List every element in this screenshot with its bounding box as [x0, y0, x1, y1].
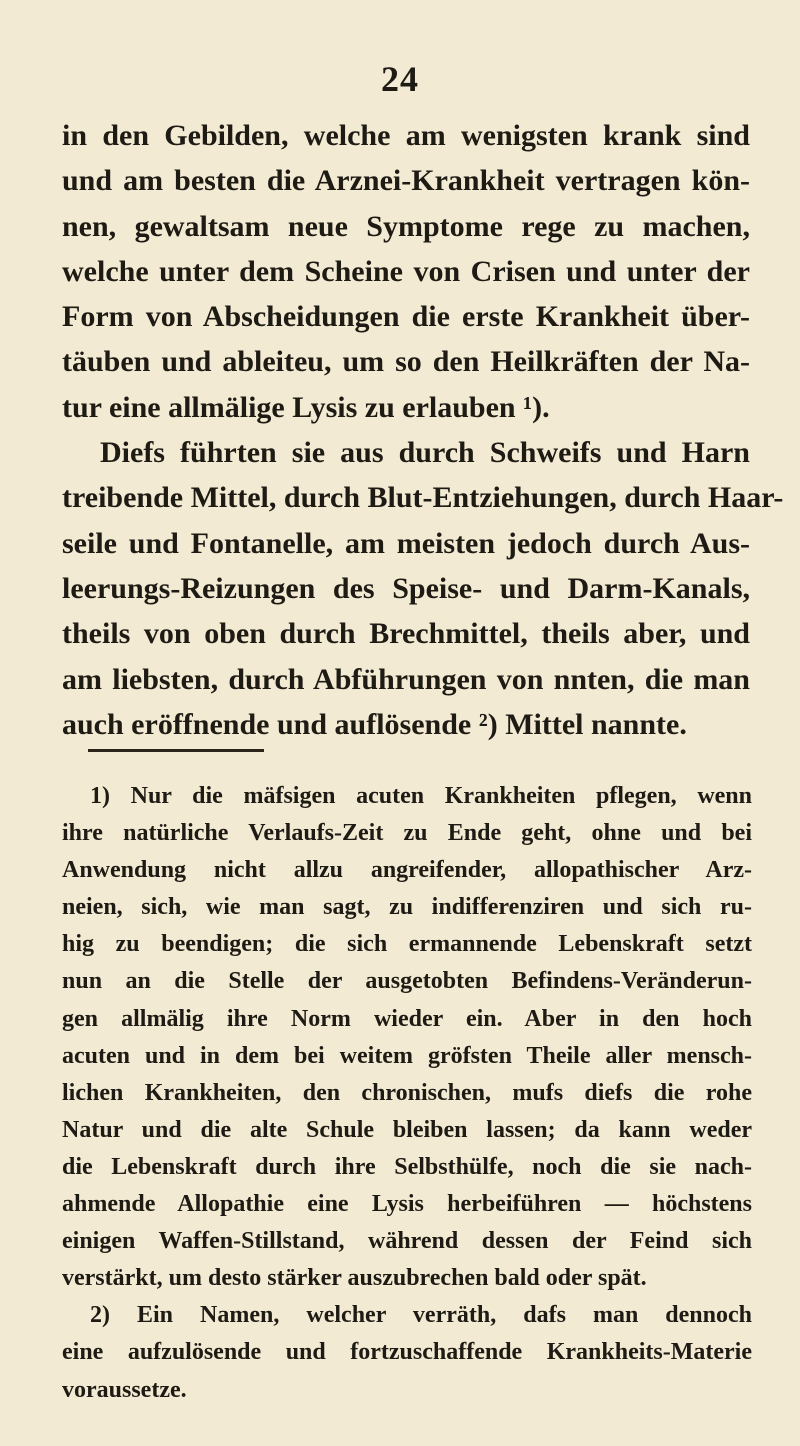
- main-text-line: welche unter dem Scheine von Crisen und unter der: [62, 254, 750, 288]
- footnote-line: acuten und in dem bei weitem gröfsten Theile aller mensch-: [62, 1042, 752, 1069]
- footnote-line: lichen Krankheiten, den chronischen, mufs diefs die rohe: [62, 1079, 752, 1106]
- footnote-line: voraussetze.: [62, 1376, 187, 1403]
- main-text-line: tur eine allmälige Lysis zu erlauben ¹).: [62, 390, 550, 424]
- footnote-line: 1) Nur die mäfsigen acuten Krankheiten pflegen, wenn: [90, 783, 752, 809]
- main-text-line: theils von oben durch Brechmittel, theils aber, und: [62, 617, 750, 651]
- footnote-line: ahmende Allopathie eine Lysis herbeiführen — höchstens: [62, 1191, 752, 1218]
- footnote-divider: [88, 749, 264, 752]
- main-text-line: leerungs-Reizungen des Speise- und Darm-Kanals,: [62, 571, 750, 605]
- page-number: 24: [381, 59, 419, 99]
- main-text-line: seile und Fontanelle, am meisten jedoch durch Aus-: [62, 526, 750, 560]
- footnote-line: Anwendung nicht allzu angreifender, allopathischer Arz-: [62, 857, 752, 884]
- footnote-line: gen allmälig ihre Norm wieder ein. Aber in den hoch: [62, 1005, 752, 1032]
- footnote-line: ihre natürliche Verlaufs-Zeit zu Ende geht, ohne und bei: [62, 820, 752, 847]
- main-text-line: treibende Mittel, durch Blut-Entziehungen, durch Haar-: [62, 481, 784, 515]
- main-text: [62, 113, 784, 747]
- main-text-line: täuben und ableiteu, um so den Heilkräften der Na-: [62, 345, 750, 379]
- footnote-line: verstärkt, um desto stärker auszubrechen bald oder spät.: [62, 1265, 647, 1292]
- footnote-line: hig zu beendigen; die sich ermannende Lebenskraft setzt: [62, 931, 752, 958]
- main-text-line: in den Gebilden, welche am wenigsten krank sind: [62, 119, 750, 152]
- footnote-line: Natur und die alte Schule bleiben lassen; da kann weder: [62, 1116, 752, 1143]
- main-text-line: am liebsten, durch Abführungen von nnten, die man: [62, 662, 750, 696]
- footnote-line: einigen Waffen-Stillstand, während dessen der Feind sich: [62, 1228, 752, 1255]
- footnote-line: eine aufzulösende und fortzuschaffende Krankheits-Materie: [62, 1339, 752, 1366]
- footnote-line: neien, sich, wie man sagt, zu indifferenziren und sich ru-: [62, 894, 752, 921]
- footnote-line: 2) Ein Namen, welcher verräth, dafs man dennoch: [90, 1302, 752, 1329]
- footnote-line: die Lebenskraft durch ihre Selbsthülfe, noch die sie nach-: [62, 1153, 752, 1180]
- main-text-line: Form von Abscheidungen die erste Krankheit über-: [62, 300, 750, 334]
- main-text-line: Diefs führten sie aus durch Schweifs und Harn: [100, 436, 750, 470]
- footnotes: [62, 778, 752, 1409]
- main-text-line: auch eröffnende und auflösende ²) Mittel nannte.: [62, 707, 687, 741]
- main-text-line: nen, gewaltsam neue Symptome rege zu machen,: [62, 209, 750, 243]
- footnote-line: nun an die Stelle der ausgetobten Befindens-Veränderun-: [62, 968, 752, 995]
- main-text-line: und am besten die Arznei-Krankheit vertragen kön-: [62, 164, 750, 198]
